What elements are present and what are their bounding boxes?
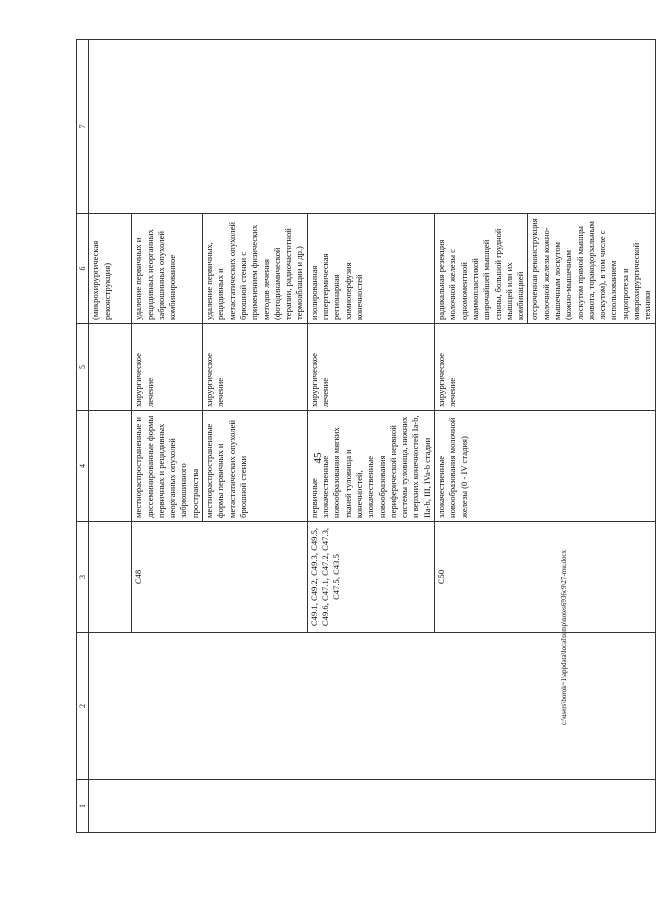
rotated-page-content bbox=[76, 40, 653, 833]
header-col-5: 5 bbox=[77, 324, 89, 411]
cell-diagnosis-code: C48 bbox=[132, 522, 307, 633]
cell-method: радикальная резекция молочной железы с одномоментной маммопластикой широчайшей мышцей спины, большой грудной мышцей или их комбинацией bbox=[435, 214, 528, 324]
cell-col-2 bbox=[89, 633, 655, 780]
cell-condition: первичные злокачественные новообразования мягких тканей туловища и конечностей, злокачественные новообразования периферической нервной системы туловища, нижних и верхних конечностей Ia-b, IIa-b, III, IVa-b стадии bbox=[307, 411, 434, 522]
cell-method: удаление первичных и рецидивных неорганных забрюшинных опухолей комбинированное bbox=[132, 214, 203, 324]
page-number: 45 bbox=[312, 452, 324, 464]
header-col-2: 2 bbox=[77, 633, 89, 780]
cell-condition: местнораспространенные и диссеминированные формы первичных и рецидивных неорганных опухолей забрюшинного пространства bbox=[132, 411, 203, 522]
table-row bbox=[89, 40, 132, 833]
cell-condition: злокачественные новообразования молочной железы (0 - IV стадия) bbox=[435, 411, 656, 522]
cell-col-7 bbox=[89, 40, 655, 214]
cell-diagnosis-code: C50 bbox=[435, 522, 656, 633]
cell-treatment-type: хирургическое лечение bbox=[132, 324, 203, 411]
cell-treatment-type bbox=[89, 324, 132, 411]
cell-condition bbox=[89, 411, 132, 522]
header-col-3: 3 bbox=[77, 522, 89, 633]
cell-treatment-type: хирургическое лечение bbox=[435, 324, 656, 411]
cell-method: удаление первичных, рецидивных и метастатических опухолей брюшной стенки с применением физических методов лечения (фотодинамической терапии, радиочастотной термоаблации и др.) bbox=[203, 214, 308, 324]
cell-diagnosis-code: C49.1, C49.2, C49.3, C49.5, C49.6, C47.1, C47.2, C47.3, C47.5, C43.5 bbox=[307, 522, 434, 633]
cell-treatment-type: хирургическое лечение bbox=[203, 324, 308, 411]
cell-method: отсроченная реконструкция молочной железы кожно-мышечным лоскутом (кожно-мышечным лоскутом прямой мышцы живота, торакодорзальным лоскутом), в том числе с использованием эндопротеза и микрохирургической техники bbox=[528, 214, 655, 324]
cell-diagnosis-code bbox=[89, 522, 132, 633]
cell-condition: местнораспространенные формы первичных и метастатических опухолей брюшной стенки bbox=[203, 411, 308, 522]
medical-procedures-table bbox=[76, 39, 656, 833]
cell-method: изолированная гипертермическая регионарная химиоперфузия конечностей bbox=[307, 214, 434, 324]
header-col-6: 6 bbox=[77, 214, 89, 324]
table-header-row bbox=[77, 40, 89, 833]
cell-treatment-type: хирургическое лечение bbox=[307, 324, 434, 411]
cell-method: (микрохирургическая реконструкция) bbox=[89, 214, 132, 324]
footer-file-path: c:\users\borok~1\appdata\local\temp\notes6936c9\27-mu.docx bbox=[560, 549, 568, 725]
header-col-1: 1 bbox=[77, 780, 89, 833]
header-col-4: 4 bbox=[77, 411, 89, 522]
header-col-7: 7 bbox=[77, 40, 89, 214]
cell-col-1 bbox=[89, 780, 655, 833]
